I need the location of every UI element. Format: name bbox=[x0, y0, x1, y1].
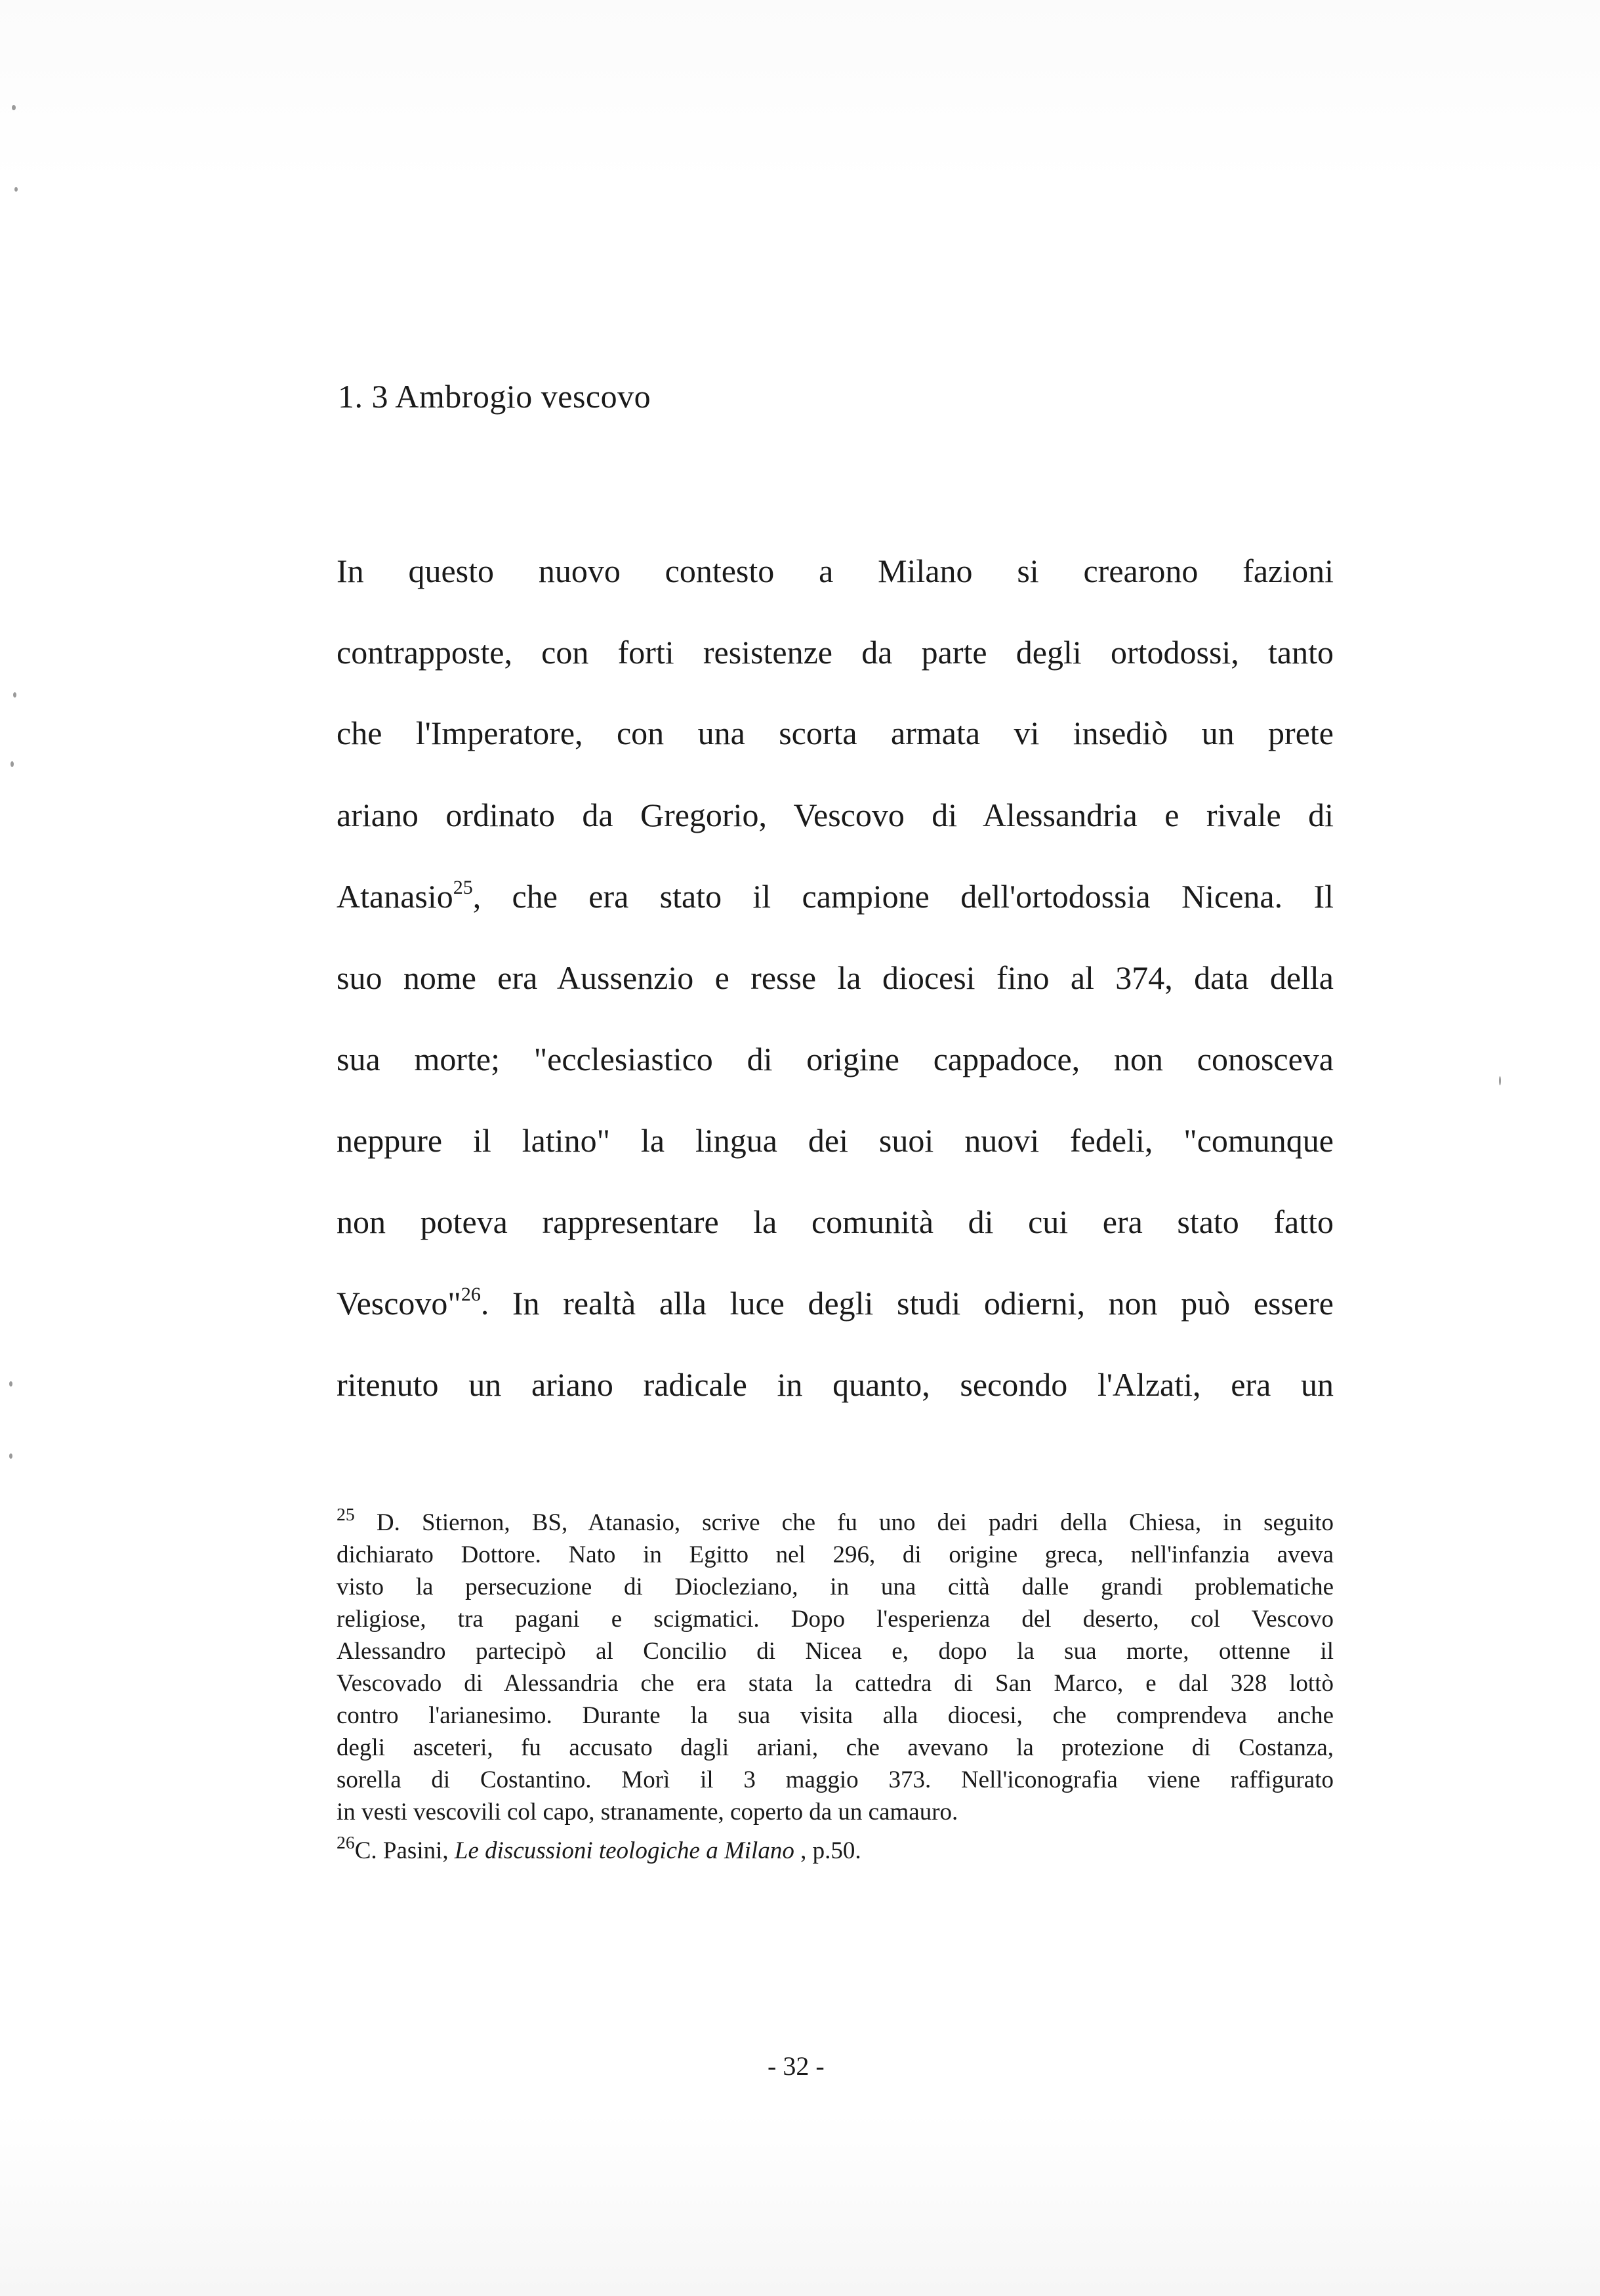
body-line: Atanasio$^{25}$, che era stato il campione dell'ortodossia Nicena. Il bbox=[337, 877, 1334, 915]
scan-speck bbox=[1499, 1076, 1501, 1085]
body-line: non poteva rappresentare la comunità di cui era stato fatto bbox=[337, 1203, 1334, 1240]
footnote-25-line: degli asceteri, fu accusato dagli ariani, che avevano la protezione di Costanza, bbox=[337, 1734, 1334, 1761]
cited-title: Le discussioni teologiche a Milano bbox=[454, 1837, 794, 1864]
scan-speck bbox=[9, 1453, 12, 1459]
body-line: contrapposte, con forti resistenze da parte degli ortodossi, tanto bbox=[337, 634, 1334, 671]
footnote-25-line: in vesti vescovili col capo, stranamente, coperto da un camauro. bbox=[337, 1799, 958, 1826]
body-line: In questo nuovo contesto a Milano si crearono fazioni bbox=[337, 553, 1334, 589]
footnote-25-line: Vescovado di Alessandria che era stata la cattedra di San Marco, e dal 328 lottò bbox=[337, 1670, 1334, 1697]
body-line: ariano ordinato da Gregorio, Vescovo di Alessandria e rivale di bbox=[337, 797, 1334, 833]
footnote-ref-26: 26 bbox=[461, 1284, 481, 1305]
body-line: suo nome era Aussenzio e resse la diocesi fino al 374, data della bbox=[337, 959, 1334, 996]
scan-speck bbox=[14, 187, 18, 192]
footnote-25-line: Alessandro partecipò al Concilio di Nicea e, dopo la sua morte, ottenne il bbox=[337, 1638, 1334, 1665]
footnote-25-line: contro l'arianesimo. Durante la sua visita alla diocesi, che comprendeva anche bbox=[337, 1702, 1334, 1729]
footnote-number-26: 26 bbox=[337, 1832, 355, 1853]
footnote-26: $^{26}$C. Pasini, Le discussioni teologiche a Milano , p.50. bbox=[337, 1832, 861, 1864]
footnote-25-line: dichiarato Dottore. Nato in Egitto nel 296, di origine greca, nell'infanzia aveva bbox=[337, 1541, 1334, 1568]
body-line: ritenuto un ariano radicale in quanto, secondo l'Alzati, era un bbox=[337, 1366, 1334, 1403]
footnote-25-line: religiose, tra pagani e scigmatici. Dopo l'esperienza del deserto, col Vescovo bbox=[337, 1606, 1334, 1633]
footnote-number-25: 25 bbox=[337, 1504, 355, 1525]
scan-speck bbox=[10, 761, 14, 767]
body-line: Vescovo"$^{26}$. In realtà alla luce degli studi odierni, non può essere bbox=[337, 1284, 1334, 1322]
body-line: neppure il latino" la lingua dei suoi nuovi fedeli, "comunque bbox=[337, 1122, 1334, 1159]
body-line: che l'Imperatore, con una scorta armata vi insediò un prete bbox=[337, 715, 1334, 751]
footnote-25-line: sorella di Costantino. Morì il 3 maggio 373. Nell'iconografia viene raffigurato bbox=[337, 1766, 1334, 1793]
page-number: - 32 - bbox=[768, 2051, 825, 2081]
scan-speck bbox=[12, 105, 16, 110]
scan-speck bbox=[9, 1381, 12, 1387]
section-heading: 1. 3 Ambrogio vescovo bbox=[338, 378, 651, 415]
footnote-25-line: $^{25}$ D. Stiernon, BS, Atanasio, scrive che fu uno dei padri della Chiesa, in seguito bbox=[337, 1504, 1334, 1536]
footnote-25-line: visto la persecuzione di Diocleziano, in una città dalle grandi problematiche bbox=[337, 1574, 1334, 1600]
body-line: sua morte; "ecclesiastico di origine cappadoce, non conosceva bbox=[337, 1041, 1334, 1077]
footnote-ref-25: 25 bbox=[453, 877, 473, 898]
scan-speck bbox=[13, 692, 16, 698]
